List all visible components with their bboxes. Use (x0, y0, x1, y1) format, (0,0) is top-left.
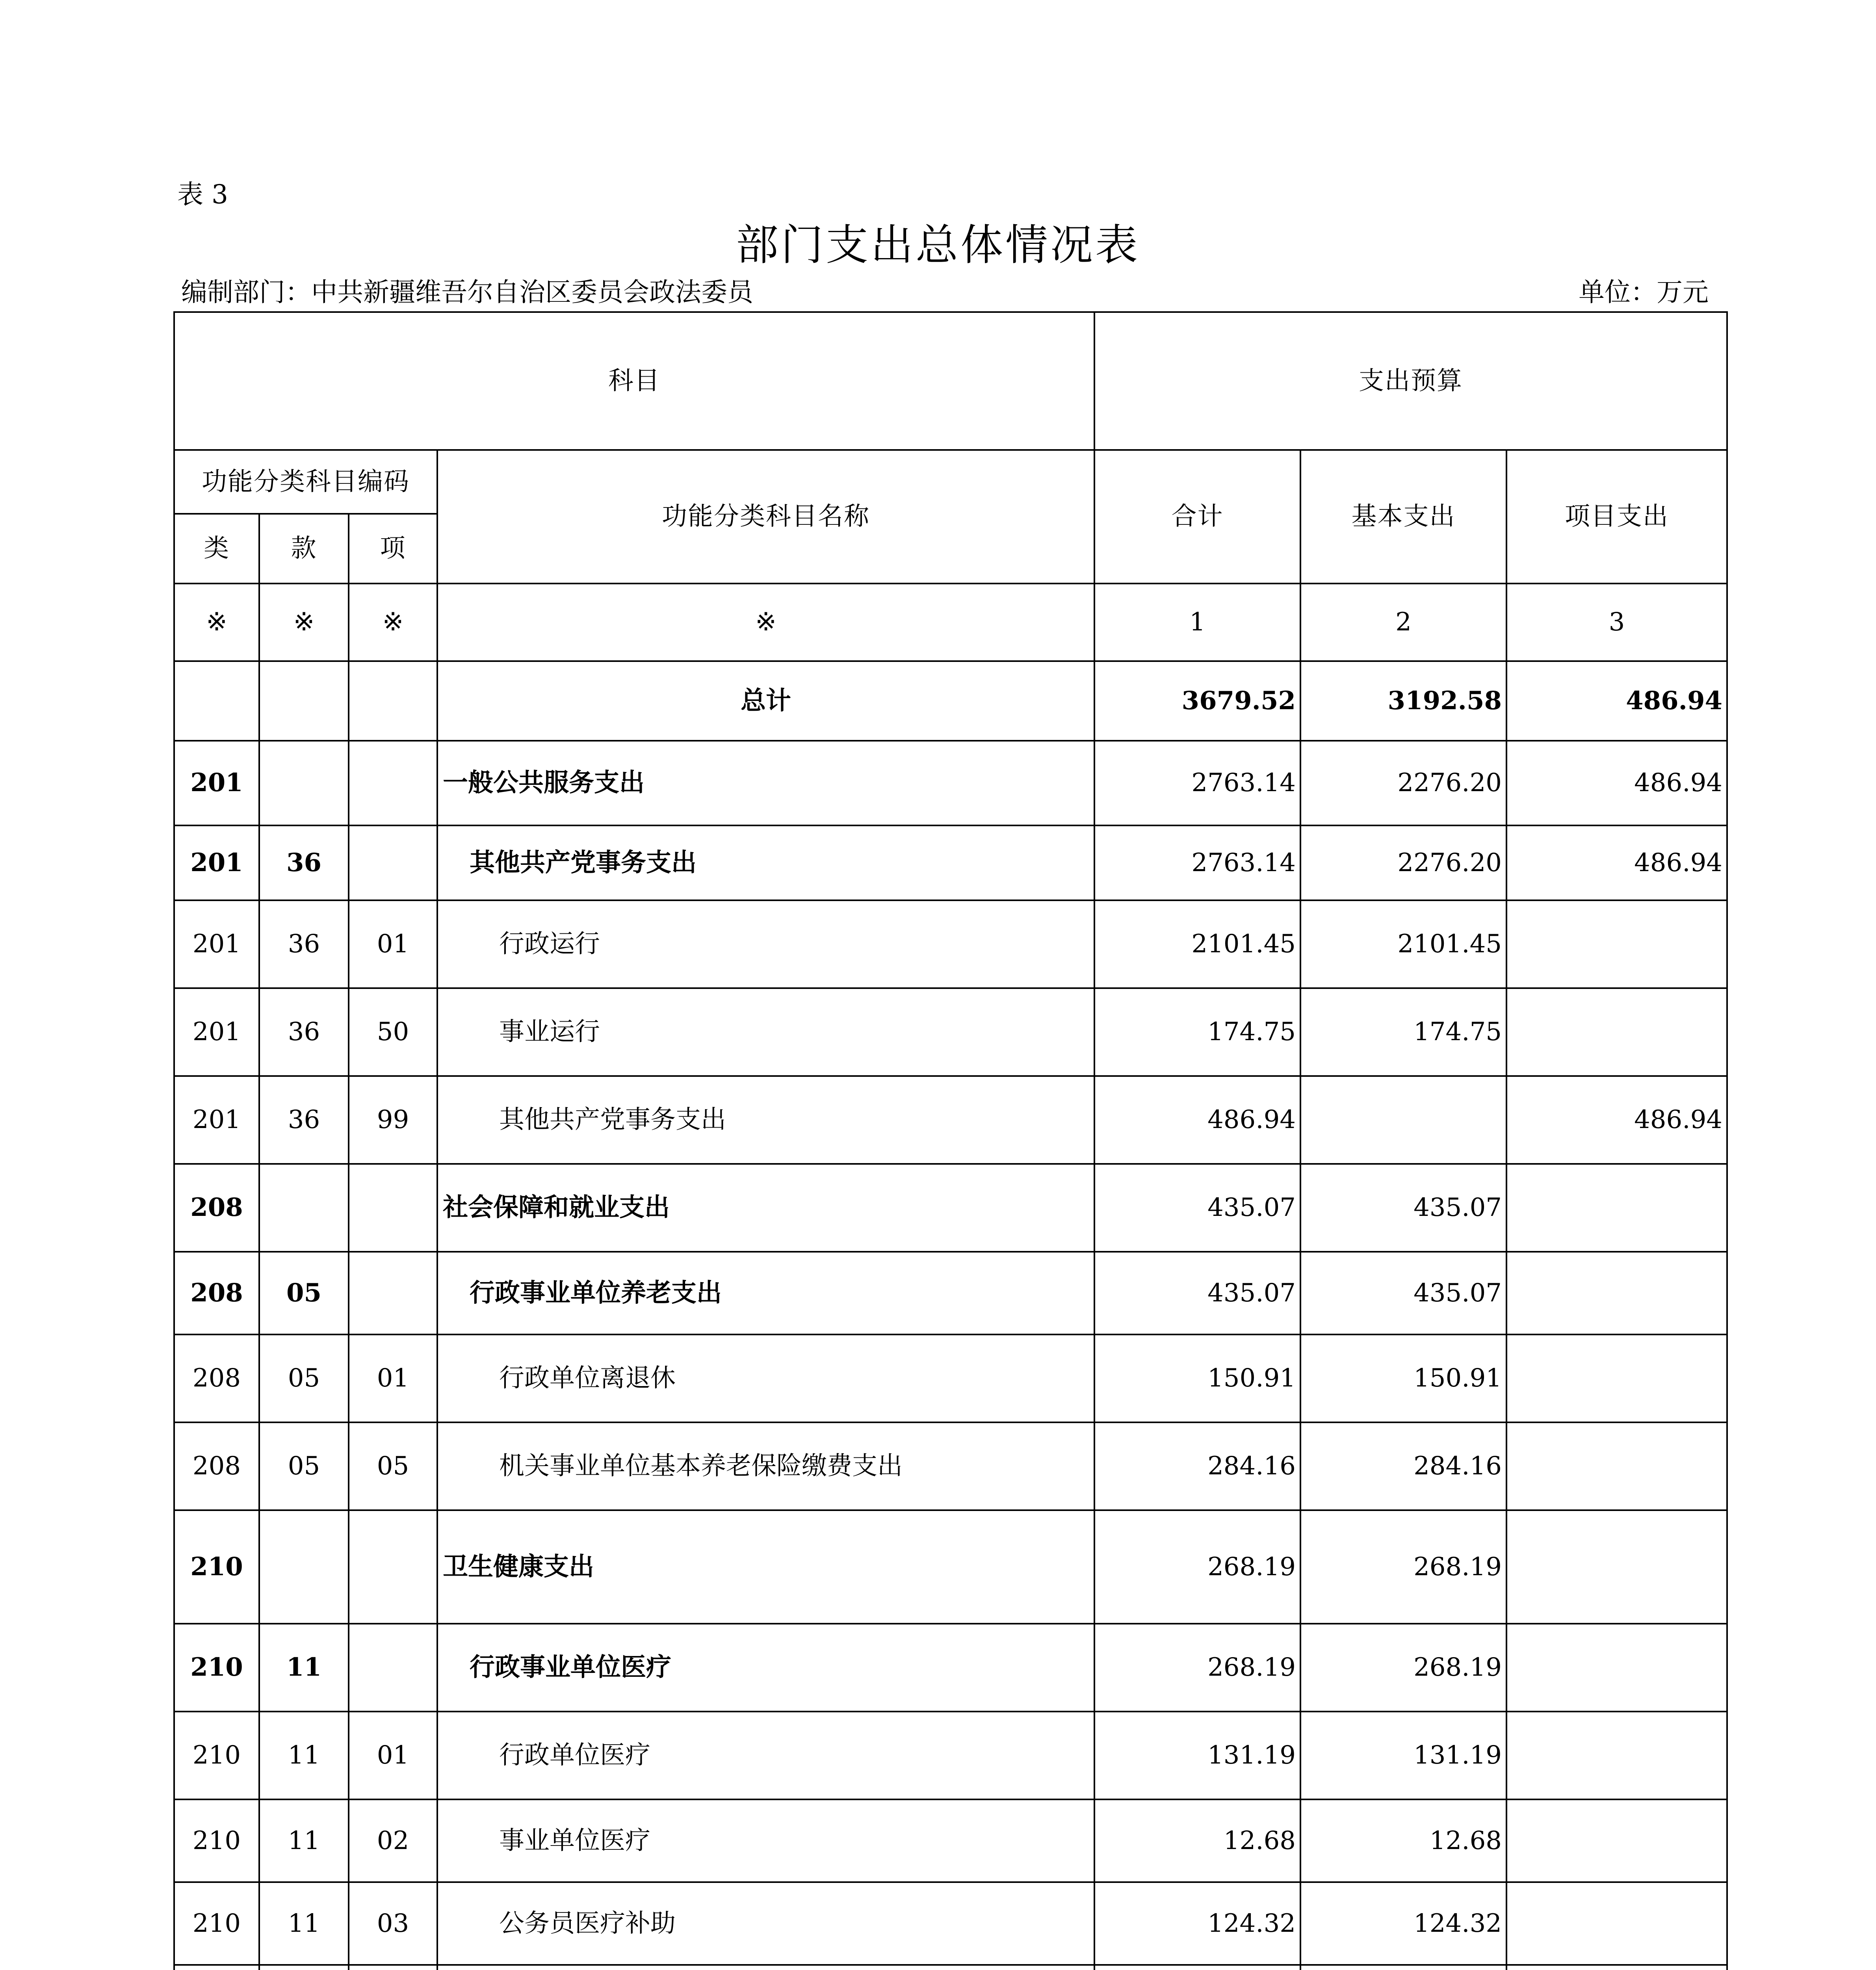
marker-cell: 2 (1300, 584, 1506, 661)
basic-value-cell: 2101.45 (1300, 900, 1506, 988)
header-row-codes (174, 450, 1727, 514)
total-header: 合计 (1094, 450, 1300, 584)
xiang-code-cell: 03 (349, 1882, 437, 1965)
project-value-cell (1506, 988, 1727, 1076)
xiang-code-cell (349, 1965, 437, 1970)
kuan-code-cell (259, 1965, 349, 1970)
lei-header: 类 (174, 514, 259, 584)
item-name-cell: 行政单位离退休 (437, 1334, 1094, 1422)
total-value-cell: 150.91 (1094, 1334, 1300, 1422)
kuan-code-cell: 05 (259, 1422, 349, 1510)
lei-code-cell: 201 (174, 825, 259, 900)
xiang-code-cell (349, 1624, 437, 1712)
kuan-code-cell (259, 1510, 349, 1624)
xiang-code-cell: 01 (349, 1334, 437, 1422)
kuan-code-cell (259, 741, 349, 825)
kuan-code-cell (259, 1164, 349, 1252)
basic-value-cell: 124.32 (1300, 1882, 1506, 1965)
item-name-cell: 社会保障和就业支出 (437, 1164, 1094, 1252)
basic-value-cell (1300, 1076, 1506, 1164)
project-value-cell (1506, 1624, 1727, 1712)
xiang-code-cell (349, 1510, 437, 1624)
project-value-cell: 486.94 (1506, 1076, 1727, 1164)
item-name-cell: 事业单位医疗 (437, 1799, 1094, 1882)
basic-value-cell: 12.68 (1300, 1799, 1506, 1882)
total-value-cell: 268.19 (1094, 1510, 1300, 1624)
table-row (174, 741, 1727, 825)
xiang-code-cell: 99 (349, 1076, 437, 1164)
project-value-cell (1506, 1712, 1727, 1799)
project-value-cell (1506, 1334, 1727, 1422)
basic-value-cell: 284.16 (1300, 1422, 1506, 1510)
basic-value-cell: 131.19 (1300, 1712, 1506, 1799)
kuan-code-cell: 36 (259, 900, 349, 988)
lei-code-cell: 201 (174, 741, 259, 825)
total-basic: 3192.58 (1300, 661, 1506, 741)
item-name-cell: 行政单位医疗 (437, 1712, 1094, 1799)
item-name-cell: 行政事业单位养老支出 (437, 1252, 1094, 1334)
marker-cell: ※ (437, 584, 1094, 661)
department-line: 编制部门：中共新疆维吾尔自治区委员会政法委员 (181, 277, 753, 307)
table-row (174, 1510, 1727, 1624)
unit-line: 单位：万元 (1579, 277, 1709, 307)
item-name-cell: 公务员医疗补助 (437, 1882, 1094, 1965)
table-row (174, 1624, 1727, 1712)
xiang-code-cell (349, 741, 437, 825)
total-code-cell (174, 661, 259, 741)
xiang-code-cell: 01 (349, 900, 437, 988)
xiang-code-cell (349, 1252, 437, 1334)
total-value-cell: 486.94 (1094, 1076, 1300, 1164)
total-value-cell: 268.19 (1094, 1624, 1300, 1712)
xiang-code-cell: 02 (349, 1799, 437, 1882)
lei-code-cell: 210 (174, 1624, 259, 1712)
item-name-cell: 机关事业单位基本养老保险缴费支出 (437, 1422, 1094, 1510)
table-row (174, 900, 1727, 988)
basic-value-cell: 435.07 (1300, 1164, 1506, 1252)
project-value-cell (1506, 1510, 1727, 1624)
project-value-cell (1506, 1422, 1727, 1510)
expenditure-table (173, 311, 1728, 1970)
project-value-cell (1506, 1965, 1727, 1970)
kuan-code-cell: 11 (259, 1712, 349, 1799)
code-group-header: 功能分类科目编码 (174, 450, 437, 514)
xiang-code-cell: 01 (349, 1712, 437, 1799)
total-value-cell: 2763.14 (1094, 825, 1300, 900)
table-row (174, 988, 1727, 1076)
marker-cell: 1 (1094, 584, 1300, 661)
marker-cell: ※ (259, 584, 349, 661)
total-value-cell: 2101.45 (1094, 900, 1300, 988)
kuan-header: 款 (259, 514, 349, 584)
lei-code-cell: 210 (174, 1510, 259, 1624)
basic-value-cell: 2276.20 (1300, 825, 1506, 900)
project-value-cell (1506, 1799, 1727, 1882)
item-name-header: 功能分类科目名称 (437, 450, 1094, 584)
project-value-cell (1506, 1882, 1727, 1965)
total-value-cell: 284.16 (1094, 1422, 1300, 1510)
kuan-code-cell: 11 (259, 1882, 349, 1965)
lei-code-cell: 208 (174, 1334, 259, 1422)
table-row (174, 1965, 1727, 1970)
total-value-cell: 174.75 (1094, 988, 1300, 1076)
lei-code-cell: 210 (174, 1712, 259, 1799)
basic-value-cell: 268.19 (1300, 1510, 1506, 1624)
kuan-code-cell: 36 (259, 988, 349, 1076)
lei-code-cell: 210 (174, 1882, 259, 1965)
table-row (174, 1252, 1727, 1334)
total-value-cell: 435.07 (1094, 1252, 1300, 1334)
total-label: 总计 (437, 661, 1094, 741)
table-label: 表 3 (177, 179, 228, 210)
kuan-code-cell: 05 (259, 1252, 349, 1334)
item-name-cell: 卫生健康支出 (437, 1510, 1094, 1624)
marker-cell: ※ (174, 584, 259, 661)
project-value-cell (1506, 1252, 1727, 1334)
table-row (174, 825, 1727, 900)
total-row (174, 661, 1727, 741)
basic-value-cell: 174.75 (1300, 988, 1506, 1076)
header-row-subject (174, 312, 1727, 450)
total-value-cell: 435.07 (1094, 1164, 1300, 1252)
kuan-code-cell: 11 (259, 1799, 349, 1882)
lei-code-cell: 210 (174, 1799, 259, 1882)
budget-header: 支出预算 (1094, 312, 1727, 450)
basic-value-cell: 268.19 (1300, 1624, 1506, 1712)
subject-header: 科目 (174, 312, 1094, 450)
total-code-cell (259, 661, 349, 741)
kuan-code-cell: 36 (259, 1076, 349, 1164)
basic-value-cell: 2276.20 (1300, 741, 1506, 825)
basic-value-cell: 435.07 (1300, 1252, 1506, 1334)
project-value-cell: 486.94 (1506, 825, 1727, 900)
page-title: 部门支出总体情况表 (736, 221, 1140, 270)
lei-code-cell: 208 (174, 1422, 259, 1510)
lei-code-cell (174, 1965, 259, 1970)
xiang-code-cell (349, 825, 437, 900)
table-row (174, 1334, 1727, 1422)
basic-value-cell (1300, 1965, 1506, 1970)
total-project: 486.94 (1506, 661, 1727, 741)
basic-value-cell: 150.91 (1300, 1334, 1506, 1422)
table-row (174, 1164, 1727, 1252)
table-row (174, 1799, 1727, 1882)
marker-cell: 3 (1506, 584, 1727, 661)
project-value-cell (1506, 1164, 1727, 1252)
item-name-cell: 事业运行 (437, 988, 1094, 1076)
table-row (174, 1422, 1727, 1510)
item-name-cell: 行政事业单位医疗 (437, 1624, 1094, 1712)
lei-code-cell: 208 (174, 1252, 259, 1334)
item-name-cell: 其他共产党事务支出 (437, 825, 1094, 900)
lei-code-cell: 201 (174, 1076, 259, 1164)
item-name-cell: 一般公共服务支出 (437, 741, 1094, 825)
total-value-cell: 131.19 (1094, 1712, 1300, 1799)
project-header: 项目支出 (1506, 450, 1727, 584)
kuan-code-cell: 05 (259, 1334, 349, 1422)
item-name-cell: 行政运行 (437, 900, 1094, 988)
kuan-code-cell: 36 (259, 825, 349, 900)
total-code-cell (349, 661, 437, 741)
project-value-cell: 486.94 (1506, 741, 1727, 825)
table-row (174, 1076, 1727, 1164)
table-row (174, 1712, 1727, 1799)
total-value-cell: 124.32 (1094, 1882, 1300, 1965)
xiang-header: 项 (349, 514, 437, 584)
total-value-cell: 12.68 (1094, 1799, 1300, 1882)
total-sum: 3679.52 (1094, 661, 1300, 741)
lei-code-cell: 201 (174, 988, 259, 1076)
lei-code-cell: 208 (174, 1164, 259, 1252)
xiang-code-cell (349, 1164, 437, 1252)
table-row (174, 1882, 1727, 1965)
project-value-cell (1506, 900, 1727, 988)
xiang-code-cell: 50 (349, 988, 437, 1076)
total-value-cell (1094, 1965, 1300, 1970)
marker-row (174, 584, 1727, 661)
item-name-cell (437, 1965, 1094, 1970)
marker-cell: ※ (349, 584, 437, 661)
lei-code-cell: 201 (174, 900, 259, 988)
basic-header: 基本支出 (1300, 450, 1506, 584)
kuan-code-cell: 11 (259, 1624, 349, 1712)
total-value-cell: 2763.14 (1094, 741, 1300, 825)
item-name-cell: 其他共产党事务支出 (437, 1076, 1094, 1164)
xiang-code-cell: 05 (349, 1422, 437, 1510)
